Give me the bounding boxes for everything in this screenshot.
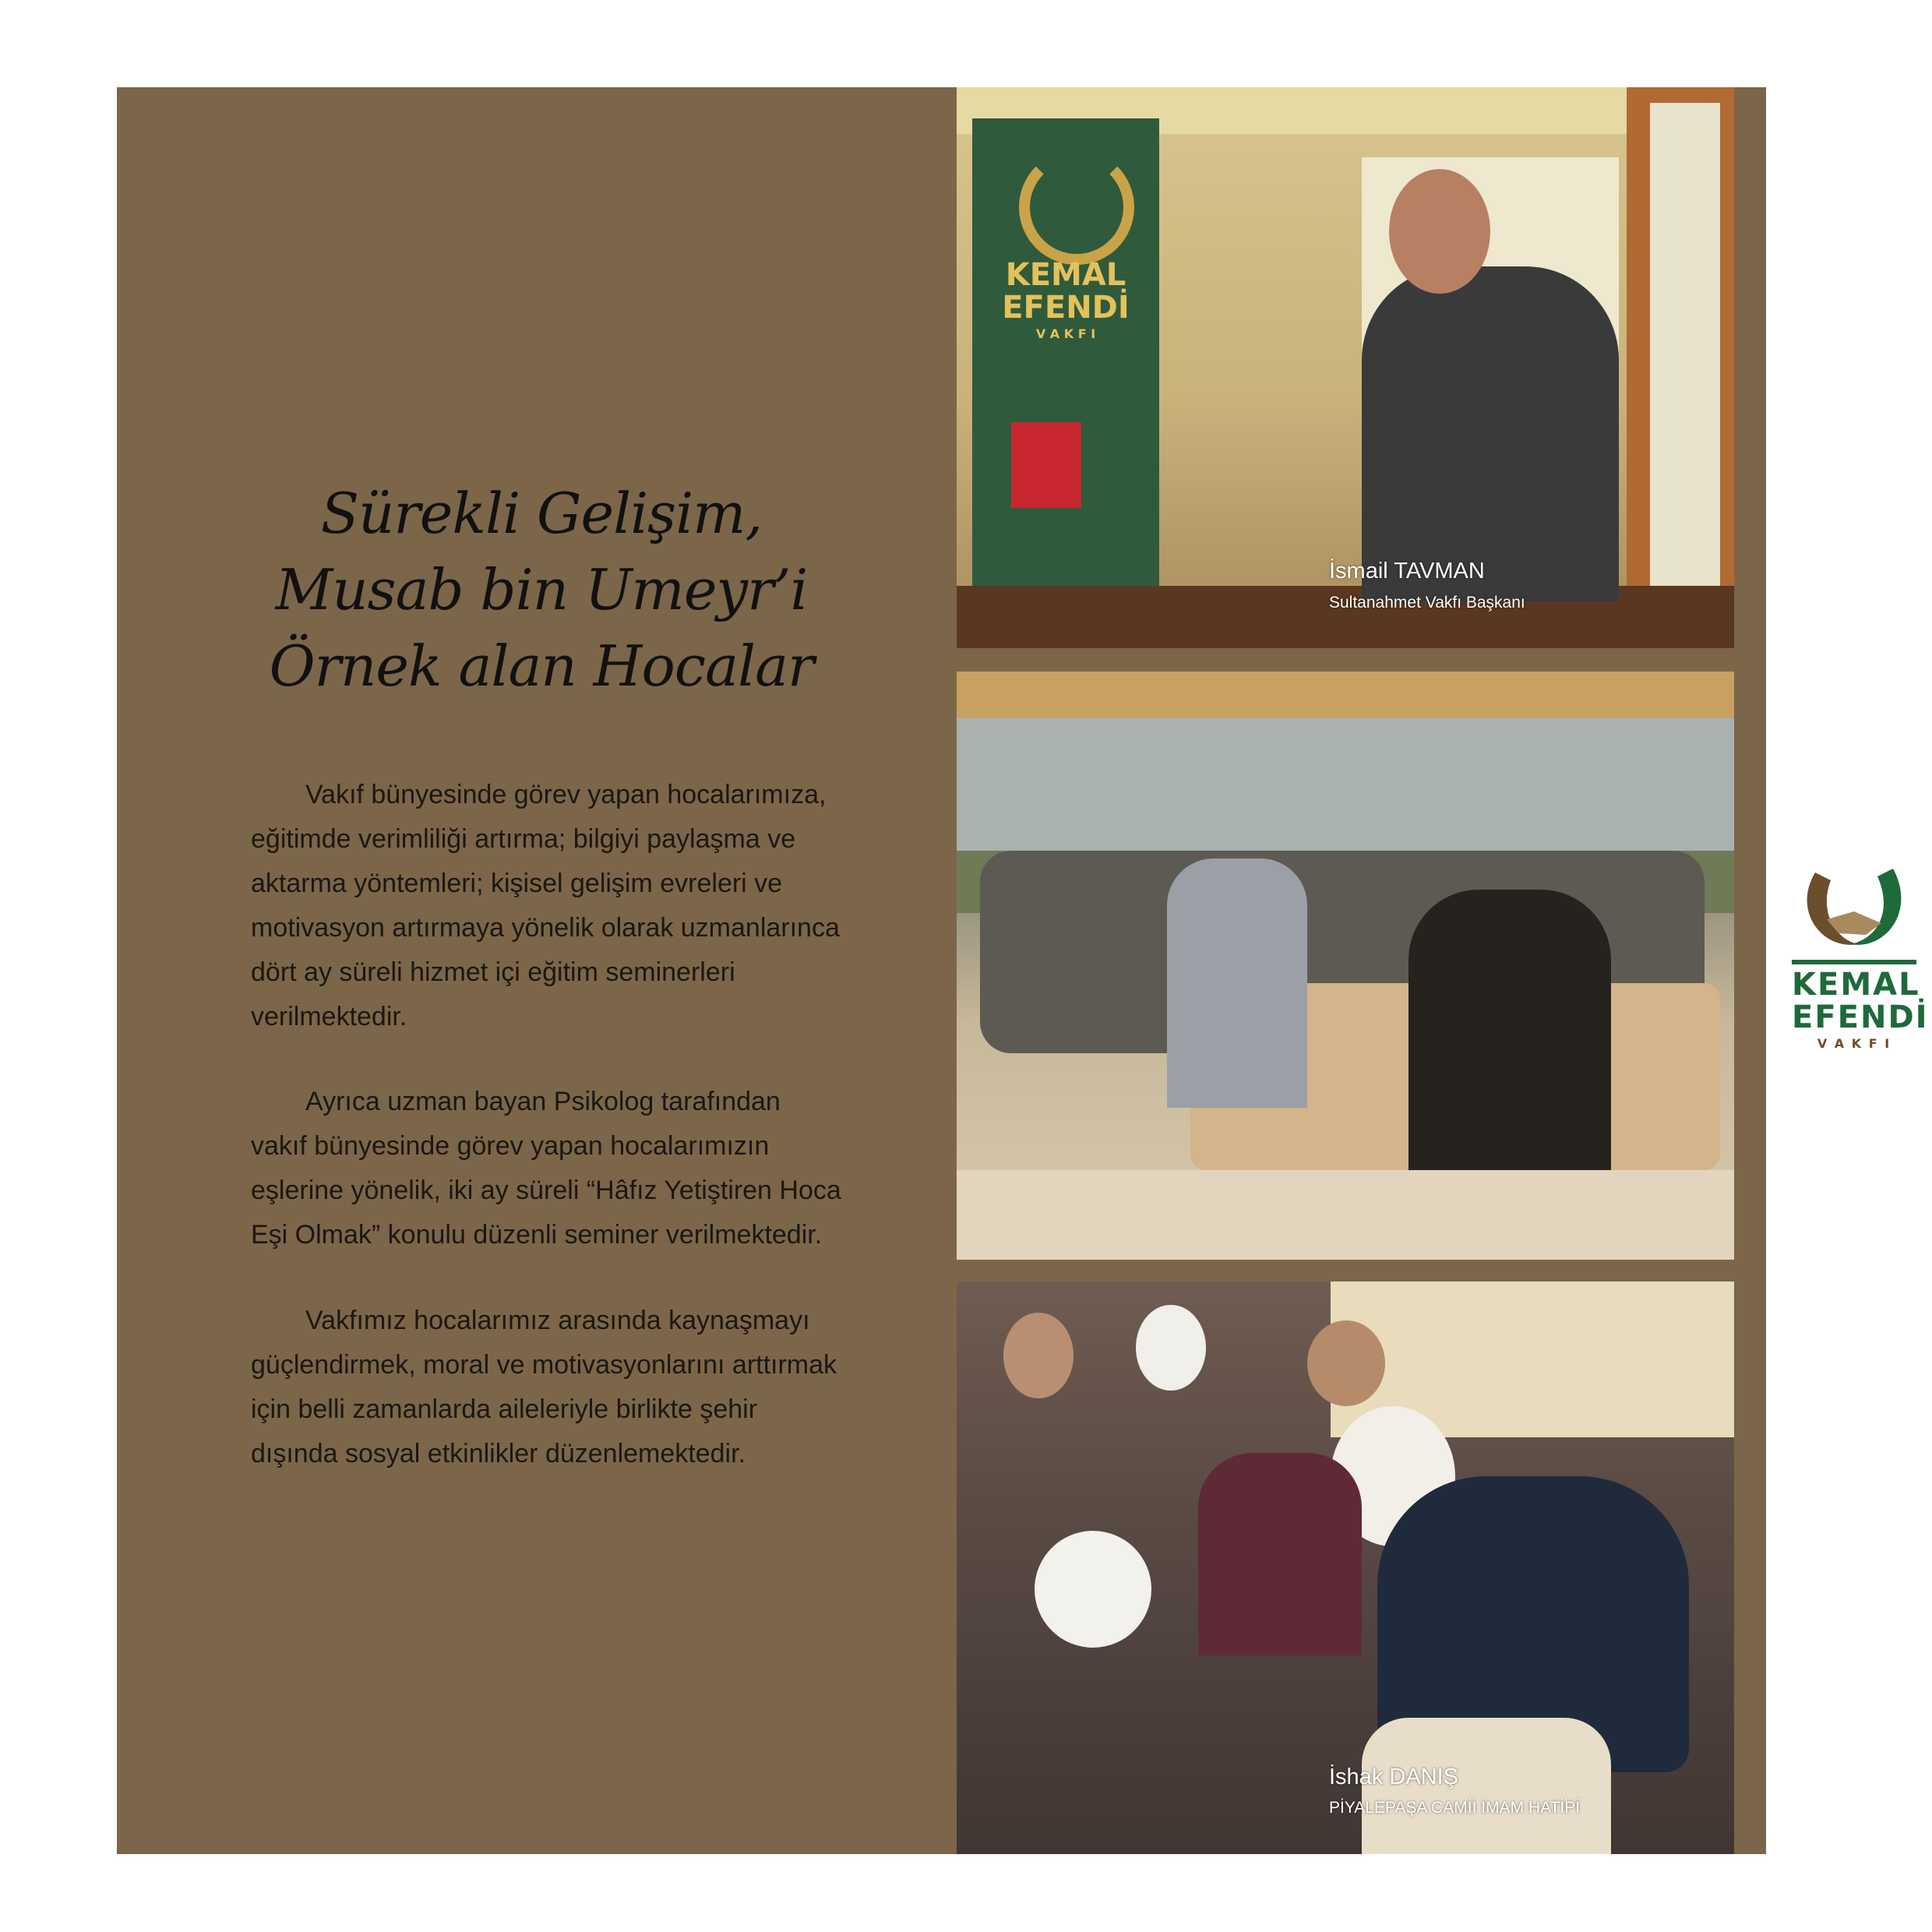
student-vest xyxy=(1198,1453,1362,1655)
photo-students xyxy=(957,1282,1734,1854)
student-head xyxy=(1003,1313,1074,1398)
logo-divider xyxy=(1792,960,1916,964)
banner-text-line-2: EFENDİ xyxy=(1002,290,1130,326)
logo-text-line-2: EFENDİ xyxy=(1792,999,1929,1035)
student-cap xyxy=(1035,1531,1151,1648)
student-cap xyxy=(1136,1305,1206,1391)
photo-speaker xyxy=(957,87,1734,648)
turkish-flag xyxy=(1011,422,1081,508)
speaker-head xyxy=(1389,169,1490,294)
ceiling-beam xyxy=(957,672,1734,718)
body-paragraph-1: Vakıf bünyesinde görev yapan hocalarımıza, eğitimde verimliliği artırma; bilgiyi paylaşma ve aktarma yöntemleri; kişisel gelişim evreleri ve motivasyon artırmaya yönelik olarak uzmanlarınca dört ay süreli hizmet içi eğitim seminerleri verilmektedir. xyxy=(251,780,840,1031)
page-title xyxy=(257,475,826,704)
city-view xyxy=(957,718,1734,851)
banner-text-line-3: V A K F I xyxy=(1035,326,1096,341)
body-paragraph-3: Vakfımız hocalarımız arasında kaynaşmayı güçlendirmek, moral ve motivasyonlarını arttırmak için belli zamanlarda aileleriyle birlikte şehir dışında sosyal etkinlikler düzenlemektedir. xyxy=(251,1306,837,1468)
title-line-1: Sürekli Gelişim, xyxy=(320,481,763,546)
window-glass xyxy=(1650,103,1720,601)
body-paragraph-2: Ayrıca uzman bayan Psikolog tarafından vakıf bünyesinde görev yapan hocalarımızın eşlerine yönelik, iki ay süreli “Hâfız Yetiştiren Hoca Eşi Olmak” konulu düzenli seminer verilmektedir. xyxy=(251,1087,841,1250)
caption-role-3: PİYALEPAŞA CAMİİ İMAM HATİPİ xyxy=(1329,1799,1581,1817)
logo-text-line-1: KEMAL xyxy=(1792,967,1920,1003)
man-in-black-robe xyxy=(1408,890,1611,1186)
foundation-banner xyxy=(972,118,1159,617)
crescent-handshake-icon xyxy=(1792,857,1916,958)
banner-text-line-1: KEMAL xyxy=(1005,257,1126,293)
caption-name-1: İsmail TAVMAN xyxy=(1329,559,1485,583)
kemal-efendi-logo xyxy=(1792,857,1929,1059)
logo-text-line-3: V A K F I xyxy=(1817,1036,1891,1051)
man-in-grey-suit xyxy=(1167,858,1307,1108)
title-line-2: Musab bin Umeyr’i xyxy=(275,557,808,622)
title-line-3: Örnek alan Hocalar xyxy=(269,633,814,699)
student-head xyxy=(1307,1320,1385,1406)
speaker-body xyxy=(1362,266,1619,601)
floor xyxy=(957,1170,1734,1260)
caption-name-3: İshak DANIŞ xyxy=(1329,1765,1458,1789)
photo-seminar xyxy=(957,672,1734,1260)
caption-role-1: Sultanahmet Vakfı Başkanı xyxy=(1329,594,1525,612)
banner-crescent-icon xyxy=(1019,150,1134,265)
